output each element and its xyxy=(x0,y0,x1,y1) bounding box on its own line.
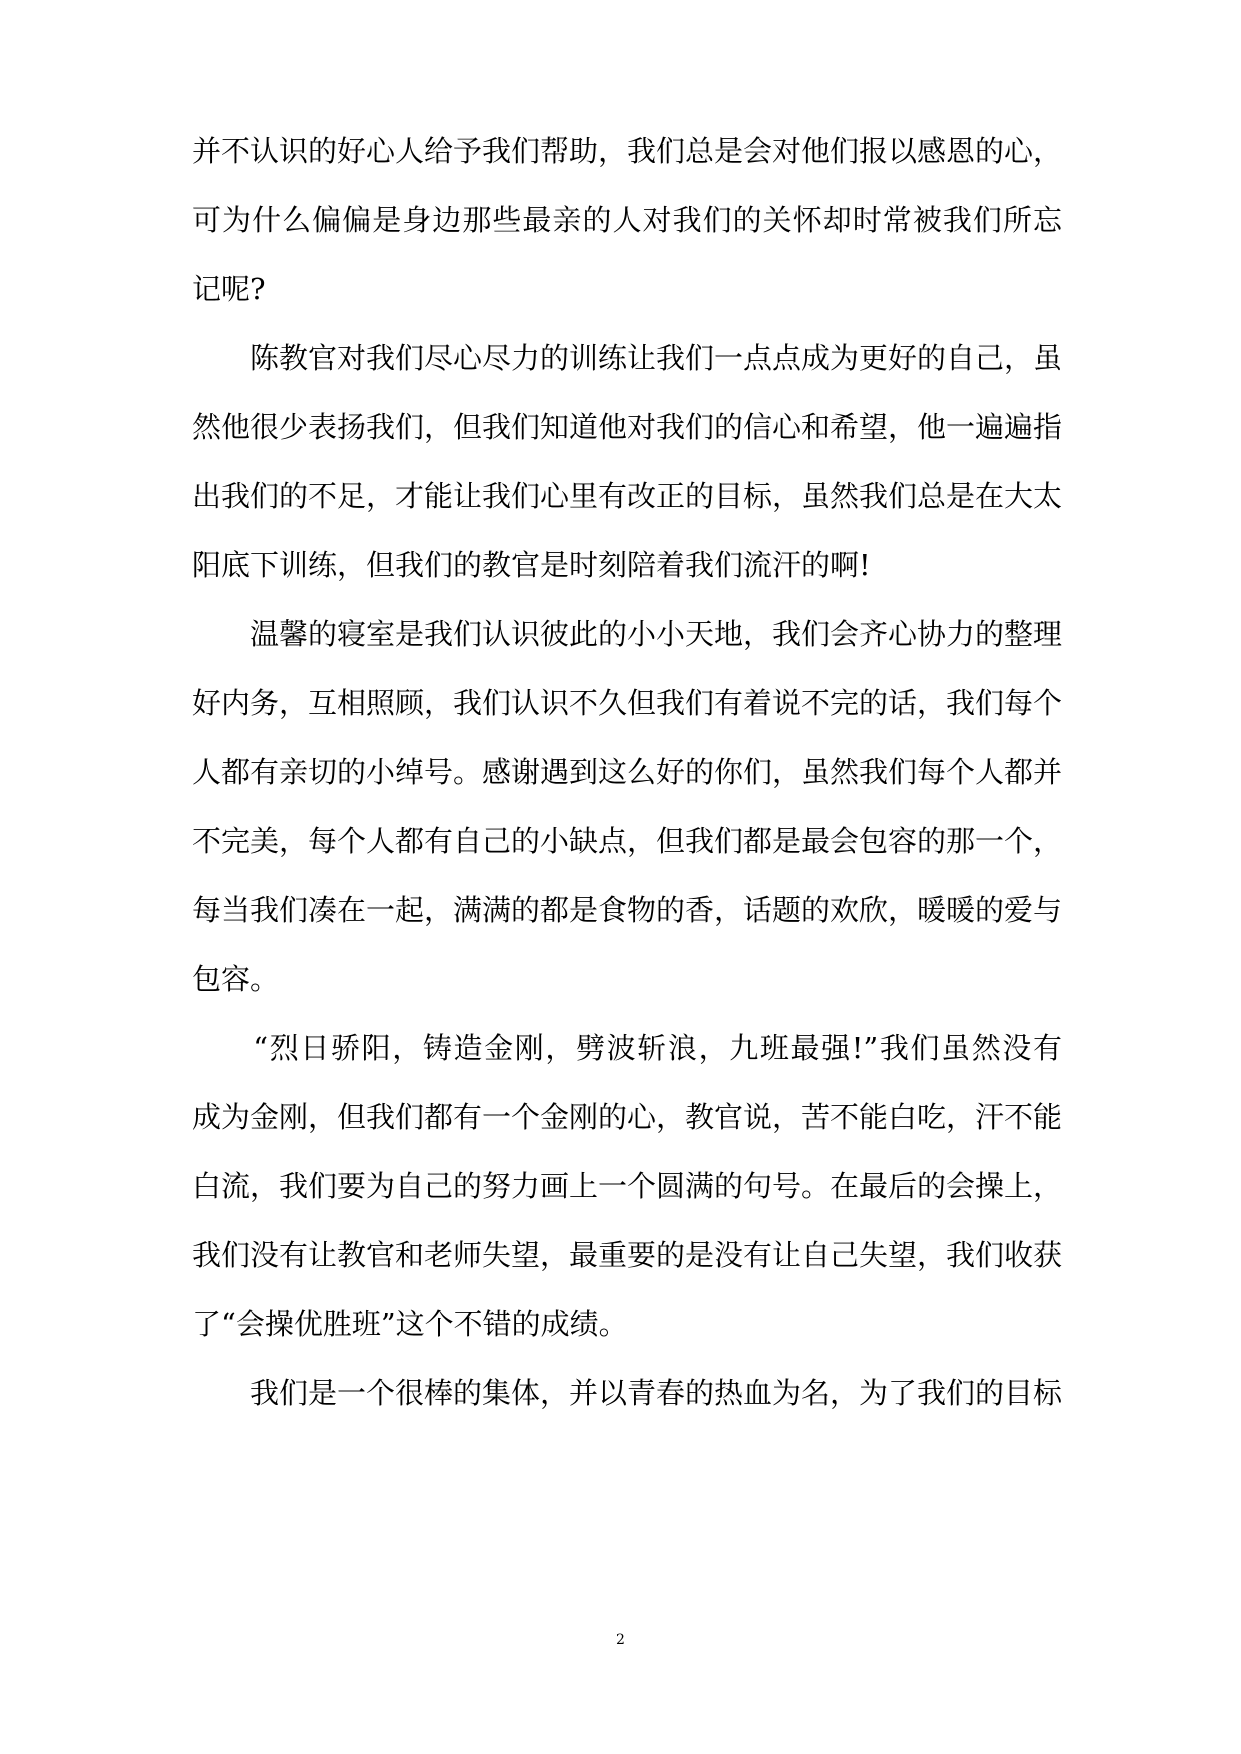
text-line: 然他很少表扬我们，但我们知道他对我们的信心和希望，他一遍遍指 xyxy=(192,410,1063,444)
text-line: 成为金刚，但我们都有一个金刚的心，教官说，苦不能白吃，汗不能 xyxy=(192,1100,1063,1134)
text-line: 记呢? xyxy=(192,272,266,306)
text-line: 我们没有让教官和老师失望，最重要的是没有让自己失望，我们收获 xyxy=(192,1238,1063,1272)
text-line: 出我们的不足，才能让我们心里有改正的目标，虽然我们总是在大太 xyxy=(192,479,1063,513)
text-line: 并不认识的好心人给予我们帮助，我们总是会对他们报以感恩的心， xyxy=(192,134,1063,168)
text-line: 阳底下训练，但我们的教官是时刻陪着我们流汗的啊! xyxy=(192,548,871,582)
text-line: 好内务，互相照顾，我们认识不久但我们有着说不完的话，我们每个 xyxy=(192,686,1063,720)
page-number: 2 xyxy=(616,1632,625,1648)
text-line: 白流，我们要为自己的努力画上一个圆满的句号。在最后的会操上， xyxy=(192,1169,1063,1203)
text-line: “烈日骄阳，铸造金刚，劈波斩浪，九班最强!”我们虽然没有 xyxy=(192,1031,1062,1065)
text-line: 可为什么偏偏是身边那些最亲的人对我们的关怀却时常被我们所忘 xyxy=(192,203,1062,237)
text-line: 陈教官对我们尽心尽力的训练让我们一点点成为更好的自己，虽 xyxy=(192,341,1063,375)
text-line: 了“会操优胜班”这个不错的成绩。 xyxy=(192,1307,628,1341)
text-line: 包容。 xyxy=(192,962,280,996)
text-line: 温馨的寝室是我们认识彼此的小小天地，我们会齐心协力的整理 xyxy=(192,617,1063,651)
text-line: 不完美，每个人都有自己的小缺点，但我们都是最会包容的那一个， xyxy=(192,824,1063,858)
text-line: 人都有亲切的小绰号。感谢遇到这么好的你们，虽然我们每个人都并 xyxy=(192,755,1063,789)
text-line: 我们是一个很棒的集体，并以青春的热血为名，为了我们的目标 xyxy=(192,1376,1063,1410)
text-line: 每当我们凑在一起，满满的都是食物的香，话题的欢欣，暖暖的爱与 xyxy=(192,893,1063,927)
